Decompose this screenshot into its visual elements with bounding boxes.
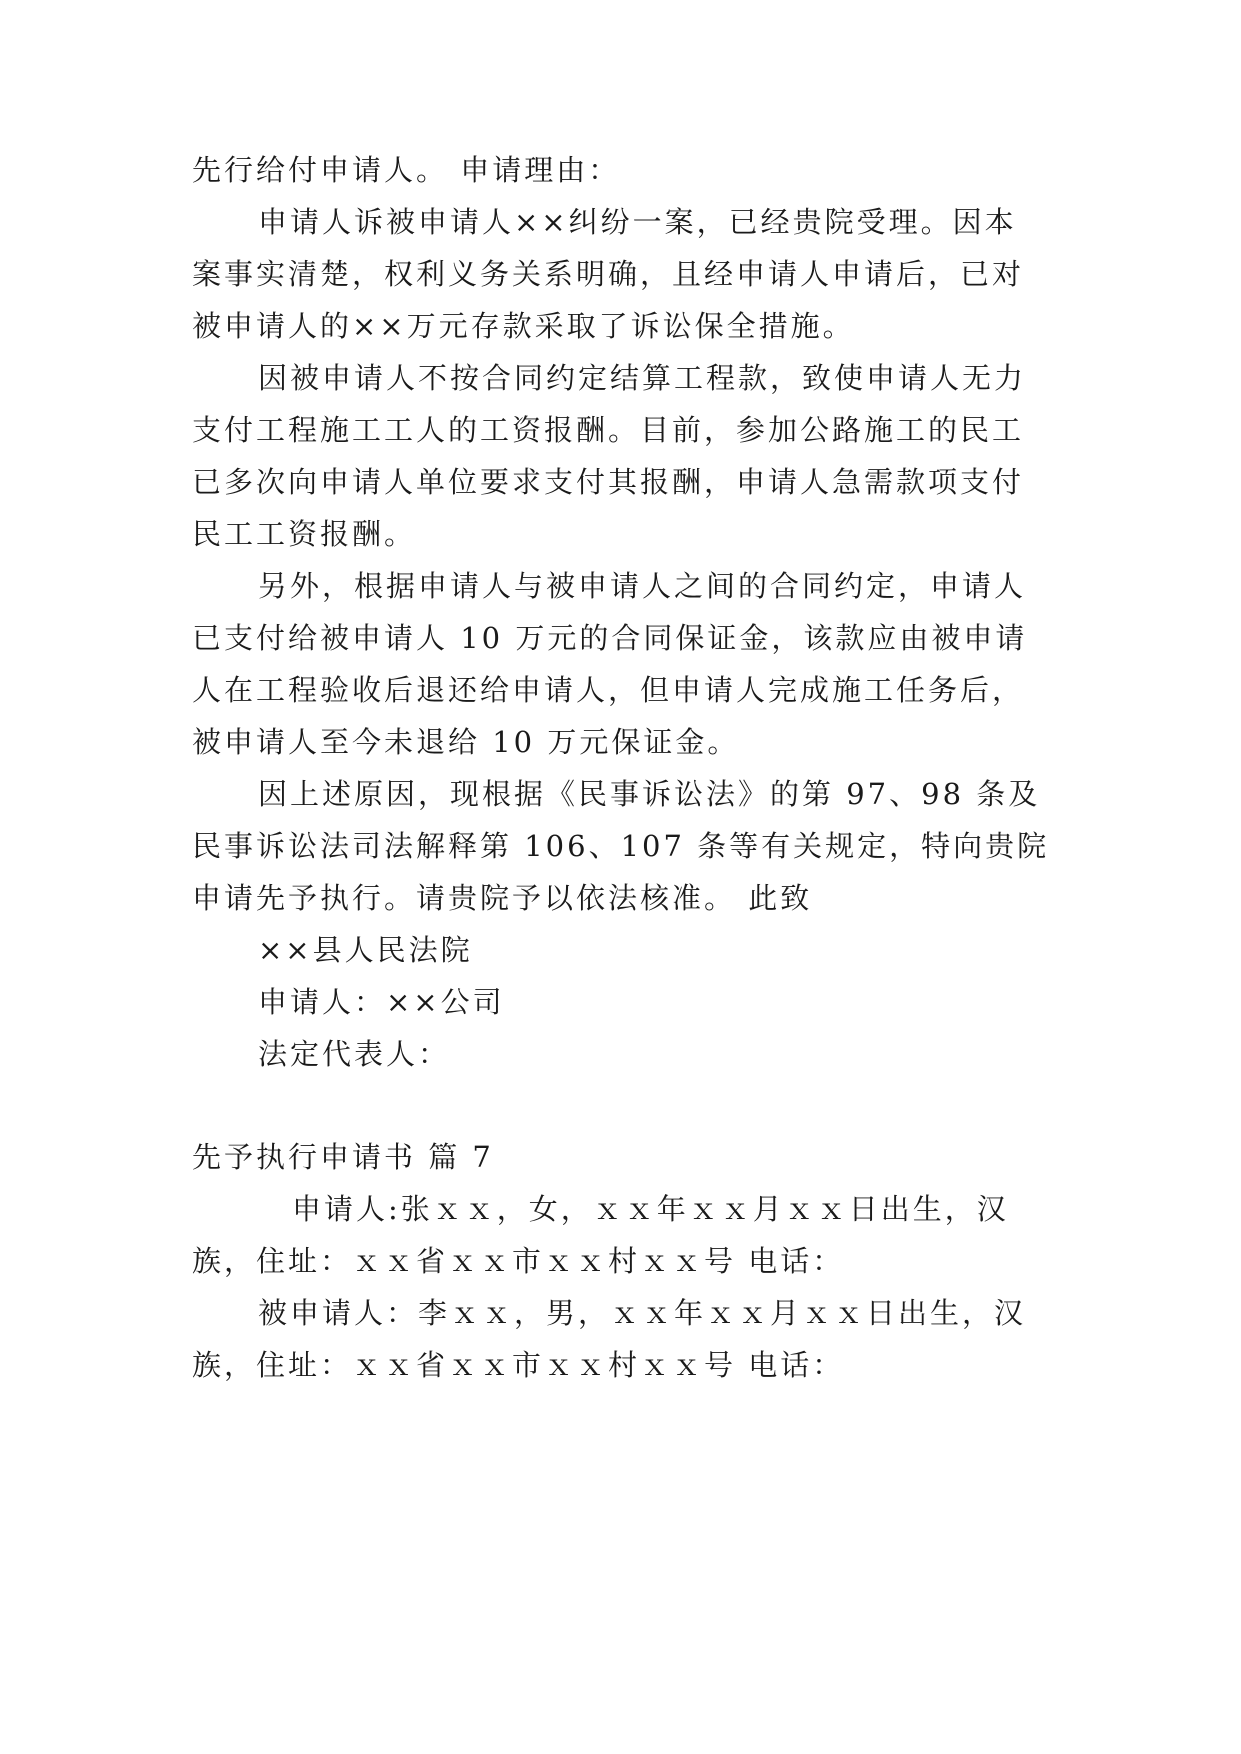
applicant-info-line-2: 族，住址：ｘｘ省ｘｘ市ｘｘ村ｘｘ号 电话： xyxy=(192,1244,845,1278)
applicant-info-line-1: 申请人:张ｘｘ，女，ｘｘ年ｘｘ月ｘｘ日出生，汉 xyxy=(292,1192,1009,1226)
text-line-1: 先行给付申请人。 申请理由： xyxy=(192,153,621,187)
respondent-info-line-2: 族，住址：ｘｘ省ｘｘ市ｘｘ村ｘｘ号 电话： xyxy=(192,1348,845,1382)
text-line-12: 被申请人至今未退给 10 万元保证金。 xyxy=(192,725,740,759)
text-line-2: 申请人诉被申请人××纠纷一案，已经贵院受理。因本 xyxy=(258,205,1017,239)
text-line-7: 已多次向申请人单位要求支付其报酬，申请人急需款项支付 xyxy=(192,465,1025,499)
text-line-8: 民工工资报酬。 xyxy=(192,517,417,551)
text-line-13: 因上述原因，现根据《民事诉讼法》的第 97、98 条及 xyxy=(258,777,1041,811)
text-line-3: 案事实清楚，权利义务关系明确，且经申请人申请后，已对 xyxy=(192,257,1025,291)
text-line-6: 支付工程施工工人的工资报酬。目前，参加公路施工的民工 xyxy=(192,413,1025,447)
text-line-14: 民事诉讼法司法解释第 106、107 条等有关规定，特向贵院 xyxy=(192,829,1050,863)
applicant-signature: 申请人：××公司 xyxy=(258,985,505,1019)
court-name: ××县人民法院 xyxy=(258,933,473,967)
legal-representative: 法定代表人： xyxy=(258,1037,451,1071)
text-line-15: 申请先予执行。请贵院予以依法核准。 此致 xyxy=(192,881,813,915)
text-line-10: 已支付给被申请人 10 万元的合同保证金，该款应由被申请 xyxy=(192,621,1028,655)
text-line-11: 人在工程验收后退还给申请人，但申请人完成施工任务后， xyxy=(192,673,1025,707)
text-line-5: 因被申请人不按合同约定结算工程款，致使申请人无力 xyxy=(258,361,1027,395)
text-line-9: 另外，根据申请人与被申请人之间的合同约定，申请人 xyxy=(258,569,1027,603)
respondent-info-line-1: 被申请人：李ｘｘ，男，ｘｘ年ｘｘ月ｘｘ日出生，汉 xyxy=(258,1296,1027,1330)
section-heading: 先予执行申请书 篇 7 xyxy=(192,1140,494,1174)
text-line-4: 被申请人的××万元存款采取了诉讼保全措施。 xyxy=(192,309,855,343)
